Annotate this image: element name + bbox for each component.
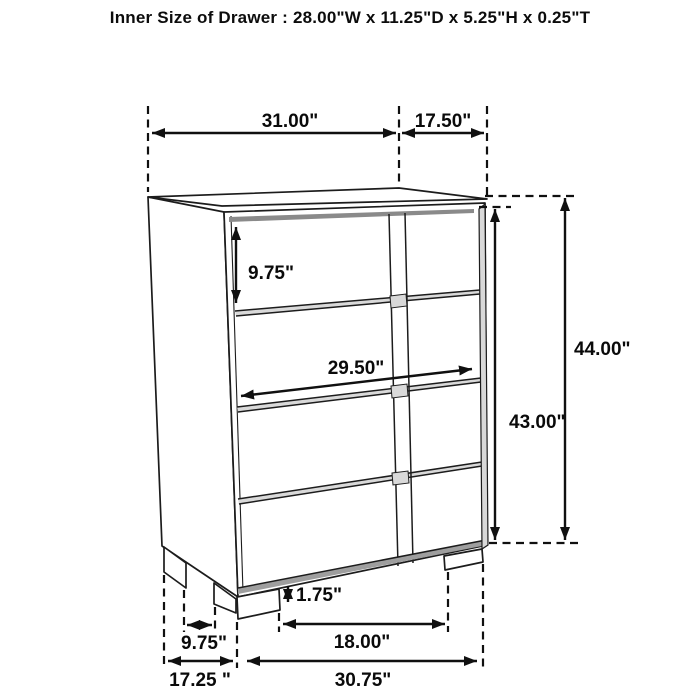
groove-notch-2 <box>391 384 408 398</box>
groove-notch-3 <box>392 471 409 485</box>
dim-label-base-width: 30.75" <box>334 670 392 691</box>
dim-label-side-leg-gap: 9.75" <box>181 633 227 654</box>
dim-label-base-depth: 17.25 " <box>169 670 231 691</box>
dim-label-leg-height: 1.75" <box>296 585 342 606</box>
chest-top-surface <box>148 188 487 206</box>
dim-label-top-drawer-height: 9.75" <box>248 263 294 284</box>
chest-side-panel <box>148 197 238 597</box>
dim-label-front-leg-gap: 18.00" <box>333 632 391 653</box>
dim-label-drawer-front-width: 29.50" <box>327 358 385 379</box>
dim-label-overall-height: 44.00" <box>574 339 631 360</box>
dim-label-case-height: 43.00" <box>509 412 566 433</box>
dim-label-top-depth: 17.50" <box>414 111 472 132</box>
groove-notch-1 <box>390 294 407 308</box>
chest-illustration <box>148 188 488 619</box>
drawing-title: Inner Size of Drawer : 28.00"W x 11.25"D x 5.25"H x 0.25"T <box>109 8 591 27</box>
dim-label-top-width: 31.00" <box>261 111 319 132</box>
